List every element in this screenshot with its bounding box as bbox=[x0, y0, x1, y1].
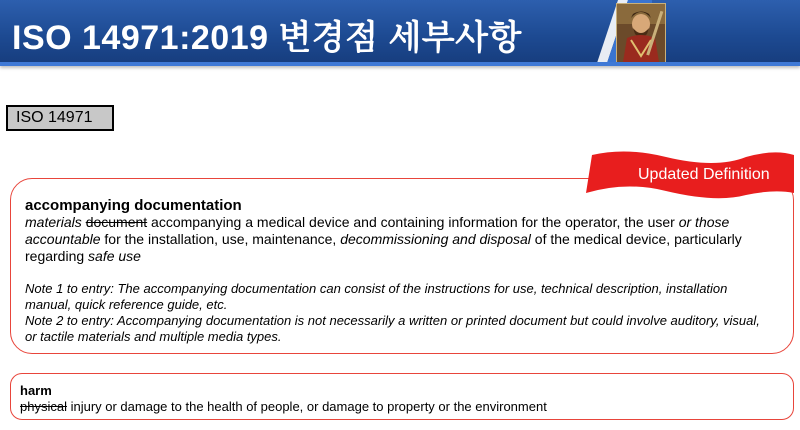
deleted-word: document bbox=[85, 214, 148, 230]
definition-notes bbox=[25, 281, 775, 345]
harm-definition-text bbox=[20, 399, 780, 415]
definition-text bbox=[25, 214, 775, 265]
harm-content bbox=[20, 383, 780, 415]
deleted-word: physical bbox=[20, 399, 67, 414]
updated-definition-label: Updated Definition bbox=[638, 166, 770, 183]
definition-part: materials bbox=[25, 214, 82, 230]
harm-definition-part: injury or damage to the health of people, or damage to property or the environment bbox=[66, 399, 547, 414]
title-bar bbox=[0, 0, 800, 66]
term-harm: harm bbox=[20, 383, 52, 398]
portrait-image bbox=[616, 3, 666, 63]
definition-part: for the installation, use, maintenance, bbox=[100, 231, 341, 247]
definition-content bbox=[25, 197, 775, 345]
definition-part: decommissioning and disposal bbox=[340, 231, 531, 247]
title-underline bbox=[0, 62, 800, 66]
definition-part: of the medical device, particularly regarding bbox=[25, 231, 742, 264]
note-1: Note 1 to entry: The accompanying documentation can consist of the instructions for use, technical description, installation manual, quick reference guide, etc. bbox=[25, 281, 728, 312]
page-title: ISO 14971:2019 변경점 세부사항 bbox=[12, 19, 522, 57]
definition-part: accompanying a medical device and containing information for the operator, the user bbox=[147, 214, 679, 230]
definition-part: safe use bbox=[88, 248, 141, 264]
definition-part: or those accountable bbox=[25, 214, 730, 247]
term-accompanying-documentation: accompanying documentation bbox=[25, 197, 242, 214]
note-2: Note 2 to entry: Accompanying documentation is not necessarily a written or printed document but could involve auditory, visual, or tactile materials and multiple media types. bbox=[25, 313, 760, 344]
standard-label: ISO 14971 bbox=[6, 105, 114, 131]
